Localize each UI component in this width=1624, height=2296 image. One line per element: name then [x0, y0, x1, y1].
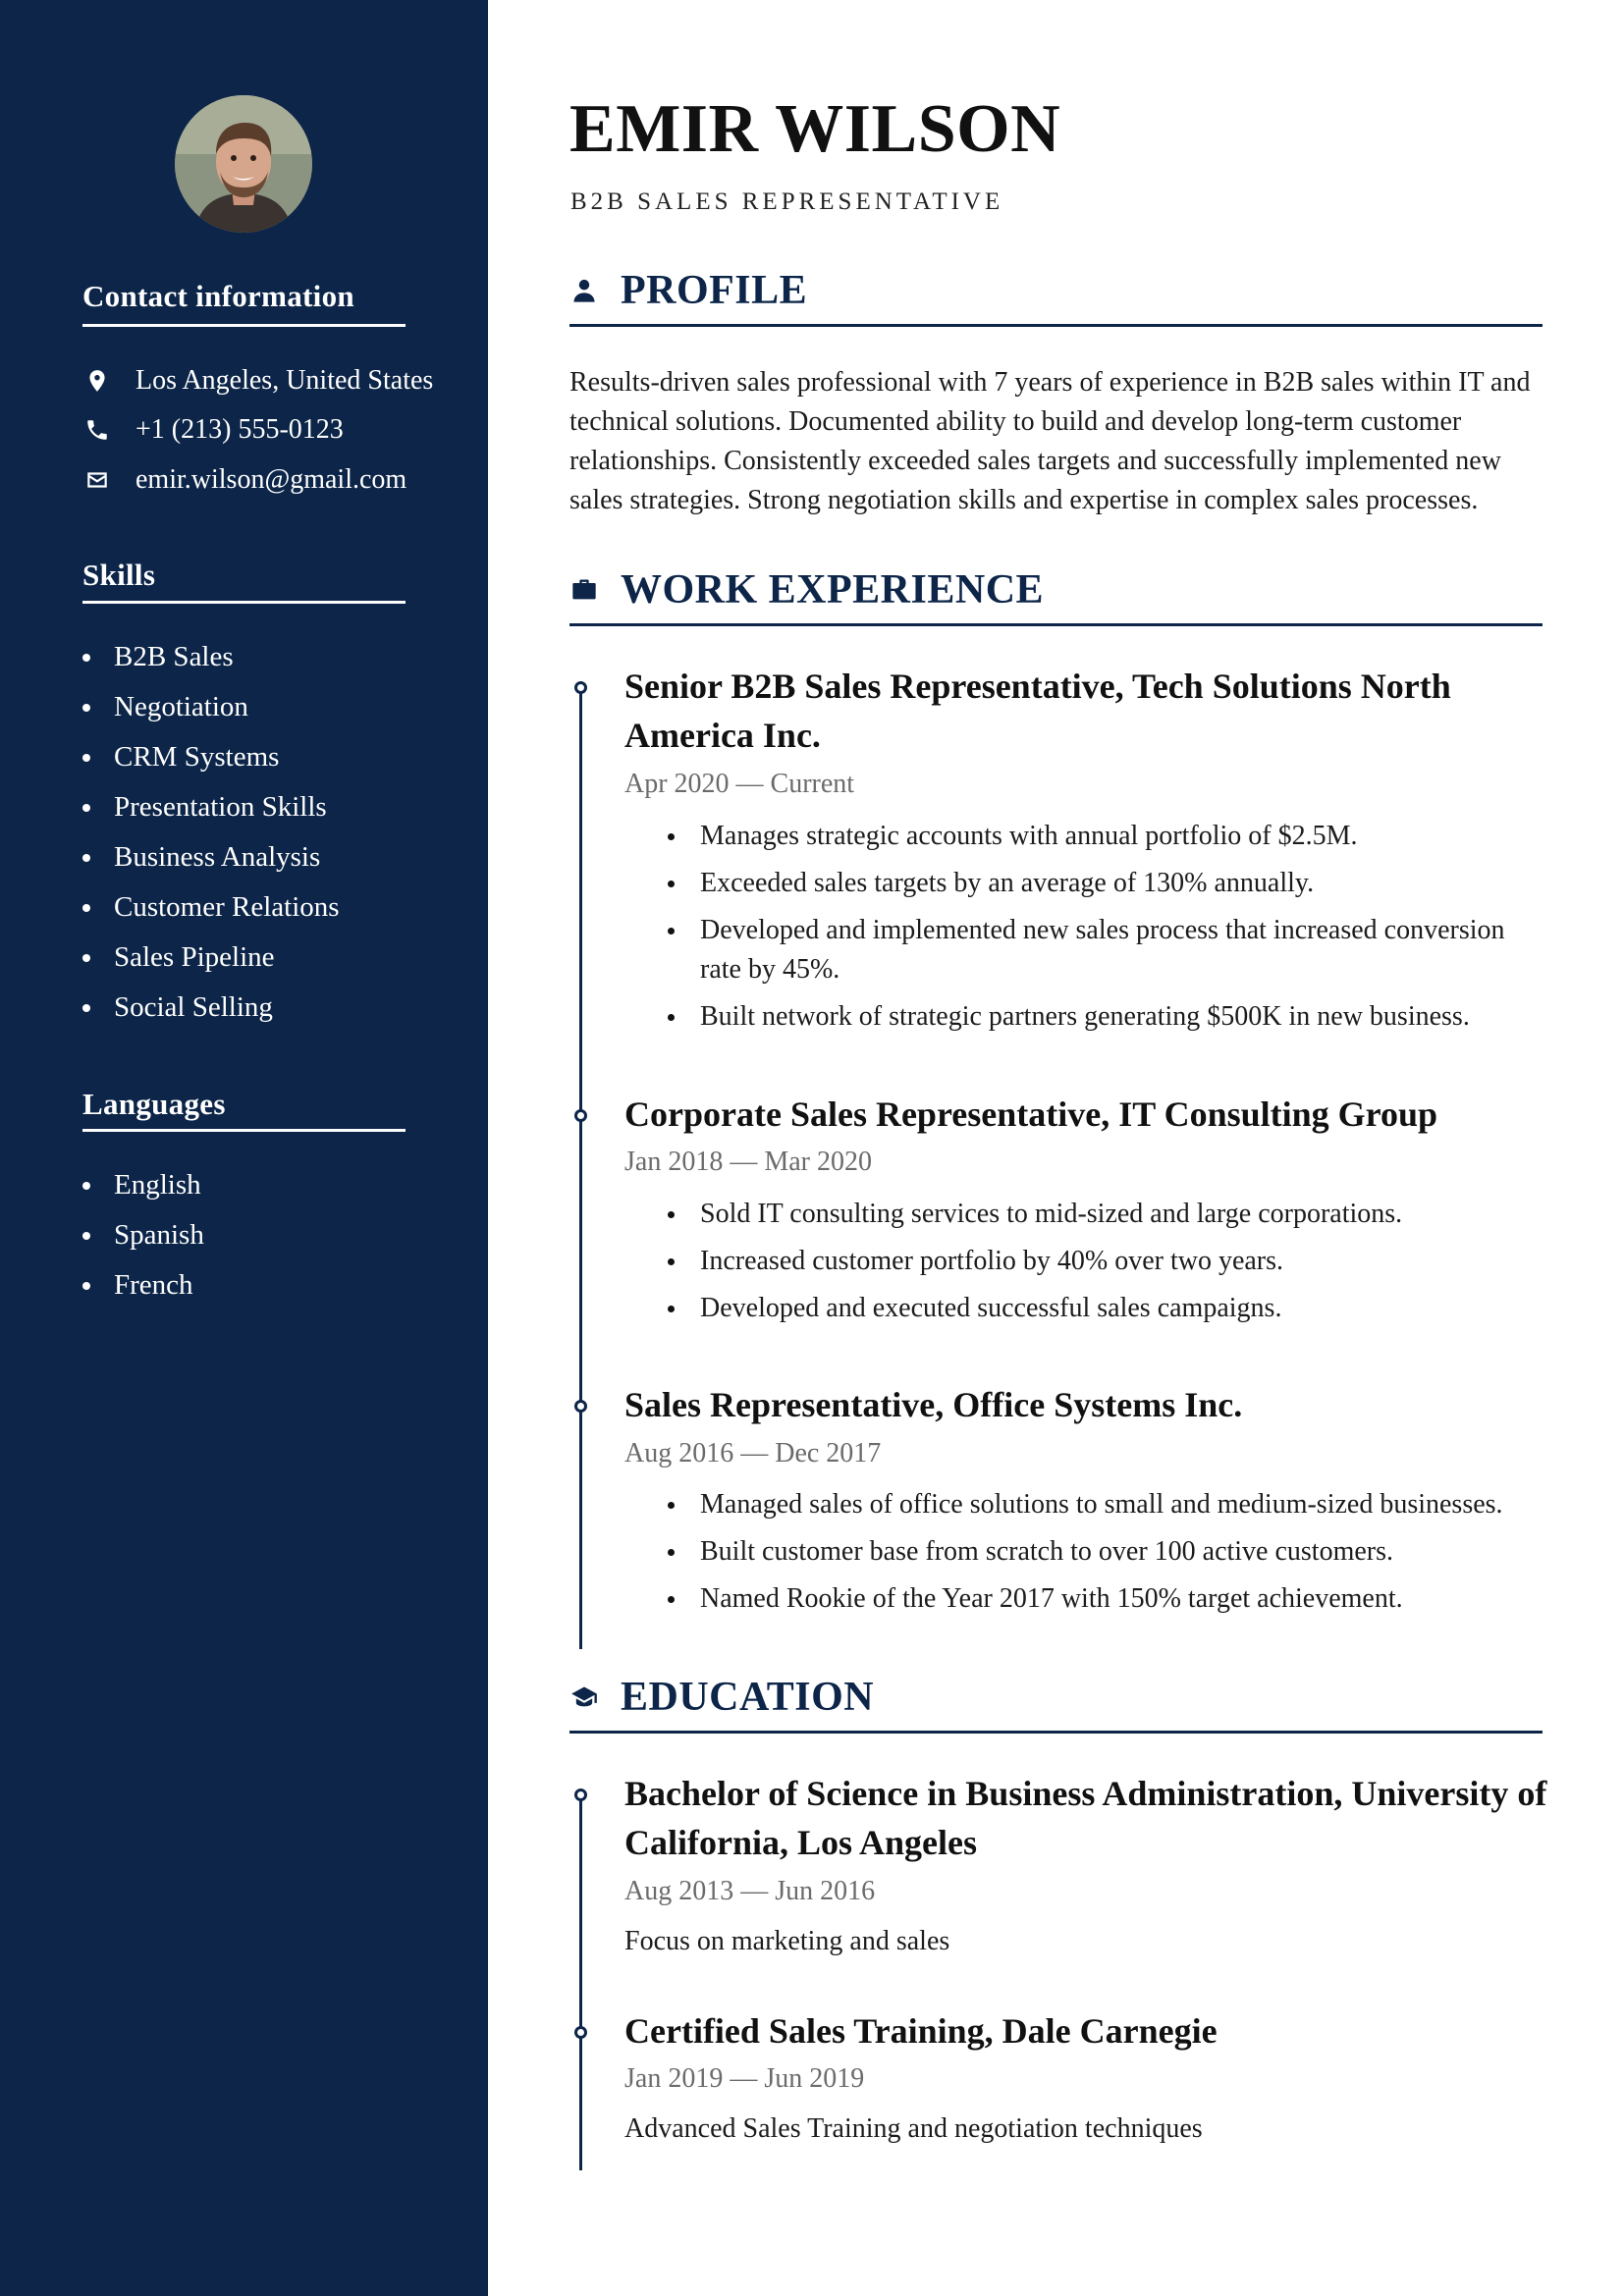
skill-item: Business Analysis [82, 837, 340, 887]
degree-dates: Jan 2019 — Jun 2019 [624, 2063, 865, 2094]
duty-item: Managed sales of office solutions to small and medium-sized businesses. [668, 1485, 1551, 1524]
timeline-dot [574, 1400, 587, 1413]
job-title: Corporate Sales Representative, IT Consulting Group [624, 1095, 1438, 1134]
profile-photo [175, 95, 312, 233]
mail-icon [82, 465, 112, 495]
language-item: English [82, 1165, 204, 1215]
skills-list [82, 637, 340, 1038]
skill-item: Presentation Skills [82, 787, 340, 837]
skill-item: Customer Relations [82, 887, 340, 937]
phone-icon [82, 415, 112, 445]
education-heading [569, 1674, 1543, 1734]
contact-email [82, 460, 406, 500]
duty-item: Developed and executed successful sales campaigns. [668, 1289, 1551, 1328]
timeline-dot [574, 1789, 587, 1801]
degree-description: Focus on marketing and sales [624, 1926, 950, 1956]
languages-list [82, 1165, 204, 1315]
graduation-cap-icon [569, 1682, 599, 1712]
duty-item: Manages strategic accounts with annual portfolio of $2.5M. [668, 817, 1551, 856]
location-text: Los Angeles, United States [135, 365, 434, 396]
timeline-dot [574, 1109, 587, 1122]
job-dates: Aug 2016 — Dec 2017 [624, 1438, 882, 1468]
timeline-dot [574, 2026, 587, 2039]
language-item: French [82, 1265, 204, 1315]
degree-title: Certified Sales Training, Dale Carnegie [624, 2011, 1218, 2051]
education-heading-text: EDUCATION [621, 1675, 875, 1720]
duty-item: Sold IT consulting services to mid-sized and large corporations. [668, 1195, 1551, 1234]
timeline-dot [574, 681, 587, 694]
briefcase-icon [569, 575, 599, 605]
profile-summary: Results-driven sales professional with 7 years of experience in B2B sales within IT and technical solutions. Documented ability to build and develop long-term customer relationships. Consistently exceeded sales targets and successfully implemented new sales strategies. Strong negotiation skills and expertise in complex sales processes. [569, 367, 1531, 515]
skills-divider [82, 601, 406, 604]
user-icon [569, 276, 599, 305]
degree-description: Advanced Sales Training and negotiation techniques [624, 2113, 1203, 2144]
email-link[interactable]: emir.wilson@gmail.com [135, 464, 407, 495]
duty-item: Named Rookie of the Year 2017 with 150% target achievement. [668, 1579, 1551, 1619]
skill-item: Sales Pipeline [82, 937, 340, 988]
job-duties [668, 817, 1551, 1044]
avatar [175, 95, 312, 233]
language-item: Spanish [82, 1215, 204, 1265]
languages-divider [82, 1129, 406, 1132]
contact-divider [82, 324, 406, 327]
job-role: B2B SALES REPRESENTATIVE [570, 188, 1004, 215]
job-dates: Apr 2020 — Current [624, 769, 855, 799]
experience-heading-text: WORK EXPERIENCE [621, 567, 1045, 613]
job-title: Senior B2B Sales Representative, Tech Solutions North America Inc. [624, 667, 1451, 755]
profile-heading [569, 267, 1543, 327]
duty-item: Increased customer portfolio by 40% over two years. [668, 1242, 1551, 1281]
contact-phone [82, 410, 344, 450]
phone-text[interactable]: +1 (213) 555-0123 [135, 414, 344, 445]
experience-heading [569, 566, 1543, 626]
education-timeline [579, 1794, 582, 2170]
person-name: EMIR WILSON [569, 91, 1061, 167]
duty-item: Built network of strategic partners generating $500K in new business. [668, 997, 1551, 1037]
degree-dates: Aug 2013 — Jun 2016 [624, 1876, 876, 1906]
duty-item: Developed and implemented new sales process that increased conversion rate by 45%. [668, 911, 1551, 989]
degree-title: Bachelor of Science in Business Administration, University of California, Los Angeles [624, 1774, 1547, 1862]
duty-item: Exceeded sales targets by an average of 130% annually. [668, 864, 1551, 903]
skill-item: Social Selling [82, 988, 340, 1038]
contact-location [82, 361, 433, 400]
job-duties [668, 1485, 1551, 1627]
languages-title: Languages [82, 1087, 226, 1121]
location-pin-icon [82, 366, 112, 396]
job-title: Sales Representative, Office Systems Inc. [624, 1385, 1243, 1424]
duty-item: Built customer base from scratch to over 100 active customers. [668, 1532, 1551, 1572]
profile-heading-text: PROFILE [621, 268, 808, 313]
skill-item: Negotiation [82, 687, 340, 737]
contact-title: Contact information [82, 279, 354, 313]
experience-timeline [579, 687, 582, 1649]
job-dates: Jan 2018 — Mar 2020 [624, 1147, 872, 1177]
skill-item: B2B Sales [82, 637, 340, 687]
skill-item: CRM Systems [82, 737, 340, 787]
sidebar [0, 0, 488, 2296]
skills-title: Skills [82, 558, 156, 592]
job-duties [668, 1195, 1551, 1336]
